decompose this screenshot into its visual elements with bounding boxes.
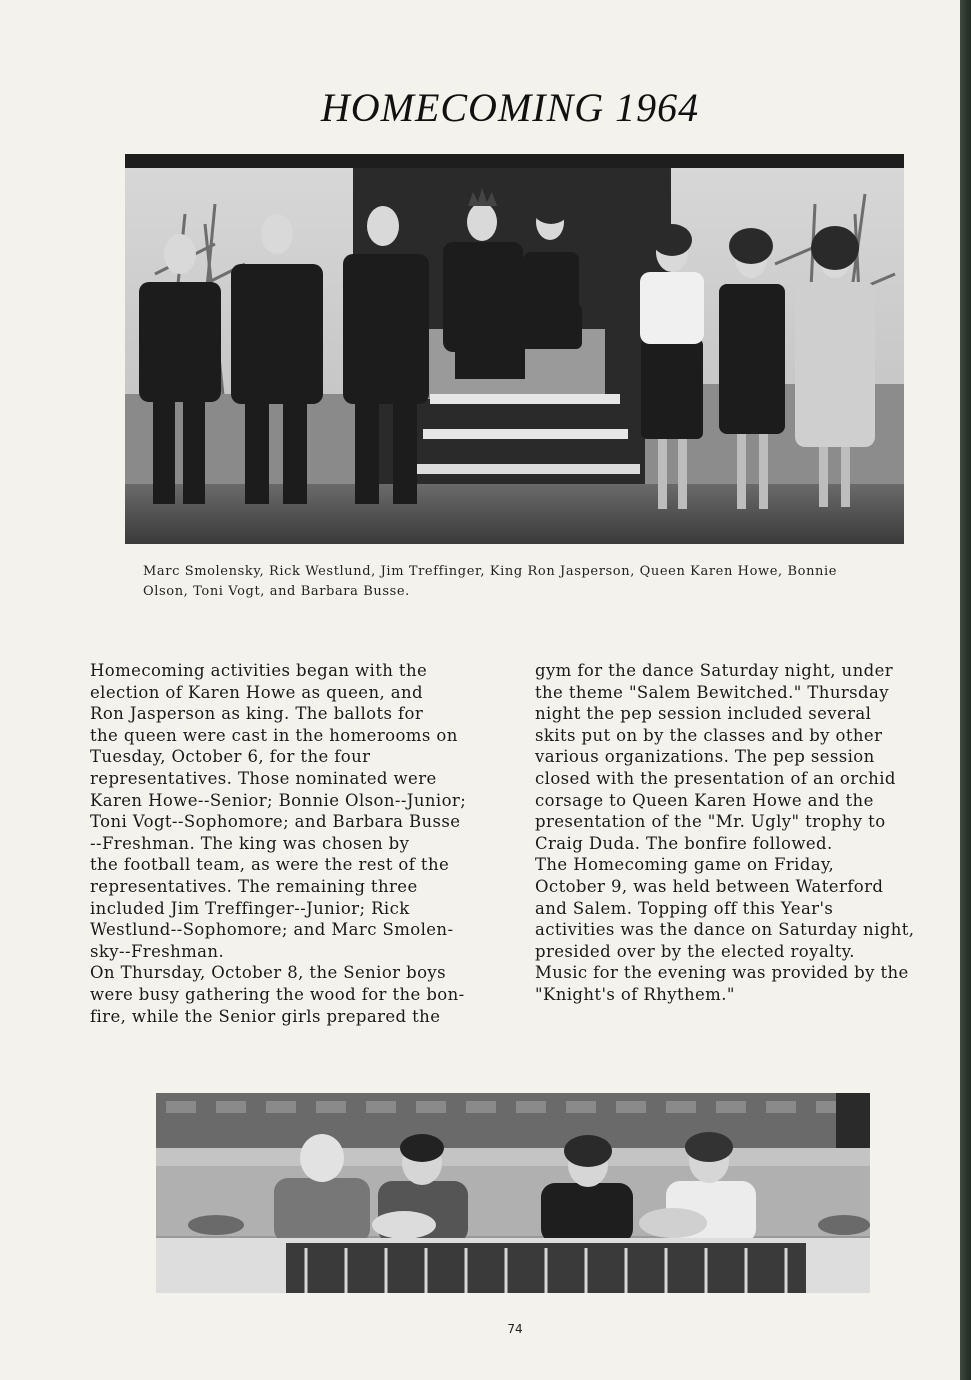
text-line: election of Karen Howe as queen, and bbox=[90, 682, 423, 702]
text-line: gym for the dance Saturday night, under bbox=[535, 661, 894, 680]
refreshment-table-photo bbox=[156, 1093, 870, 1293]
text-line: fire, while the Senior girls prepared the bbox=[90, 1006, 441, 1026]
page-title: HOMECOMING 1964 bbox=[320, 85, 700, 130]
text-line: October 9, was held between Waterford bbox=[535, 876, 884, 896]
text-line: the football team, as were the rest of the bbox=[90, 855, 450, 875]
text-line: the theme "Salem Bewitched." Thursday bbox=[535, 682, 889, 702]
text-line: The Homecoming game on Friday, bbox=[535, 855, 835, 875]
text-line: various organizations. The pep session bbox=[535, 747, 875, 767]
text-line: night the pep session included several bbox=[535, 704, 872, 724]
text-line: closed with the presentation of an orchid bbox=[535, 768, 896, 788]
text-line: were busy gathering the wood for the bon- bbox=[90, 984, 465, 1004]
text-line: skits put on by the classes and by other bbox=[535, 725, 883, 745]
text-line: Westlund--Sophomore; and Marc Smolen- bbox=[90, 920, 454, 940]
text-line: Karen Howe--Senior; Bonnie Olson--Junior; bbox=[90, 790, 467, 810]
text-line: Toni Vogt--Sophomore; and Barbara Busse bbox=[90, 812, 461, 832]
photo-caption bbox=[143, 562, 883, 602]
text-line: the queen were cast in the homerooms on bbox=[90, 725, 458, 745]
caption-line: Olson, Toni Vogt, and Barbara Busse. bbox=[143, 584, 410, 599]
article-column-right bbox=[535, 660, 955, 1006]
text-line: Music for the evening was provided by the bbox=[535, 963, 909, 983]
page-number: 74 bbox=[507, 1322, 523, 1336]
text-line: presided over by the elected royalty. bbox=[535, 941, 855, 961]
text-line: --Freshman. The king was chosen by bbox=[90, 833, 410, 853]
text-line: "Knight's of Rhythem." bbox=[535, 984, 735, 1004]
text-line: activities was the dance on Saturday night, bbox=[535, 920, 915, 940]
article-column-left bbox=[90, 660, 520, 1027]
text-line: Homecoming activities began with the bbox=[90, 661, 428, 680]
homecoming-court-photo bbox=[125, 154, 904, 544]
text-line: corsage to Queen Karen Howe and the bbox=[535, 790, 874, 810]
text-line: Craig Duda. The bonfire followed. bbox=[535, 833, 833, 853]
text-line: Tuesday, October 6, for the four bbox=[90, 747, 371, 767]
text-line: and Salem. Topping off this Year's bbox=[535, 898, 834, 918]
text-line: sky--Freshman. bbox=[90, 941, 225, 961]
text-line: included Jim Treffinger--Junior; Rick bbox=[90, 898, 410, 918]
text-line: presentation of the "Mr. Ugly" trophy to bbox=[535, 812, 886, 832]
text-line: On Thursday, October 8, the Senior boys bbox=[90, 963, 447, 983]
text-line: representatives. The remaining three bbox=[90, 876, 418, 896]
text-line: representatives. Those nominated were bbox=[90, 768, 437, 788]
text-line: Ron Jasperson as king. The ballots for bbox=[90, 704, 424, 724]
caption-line: Marc Smolensky, Rick Westlund, Jim Treffinger, King Ron Jasperson, Queen Karen Howe, Bonnie bbox=[143, 564, 838, 579]
binding-edge bbox=[960, 0, 971, 1380]
